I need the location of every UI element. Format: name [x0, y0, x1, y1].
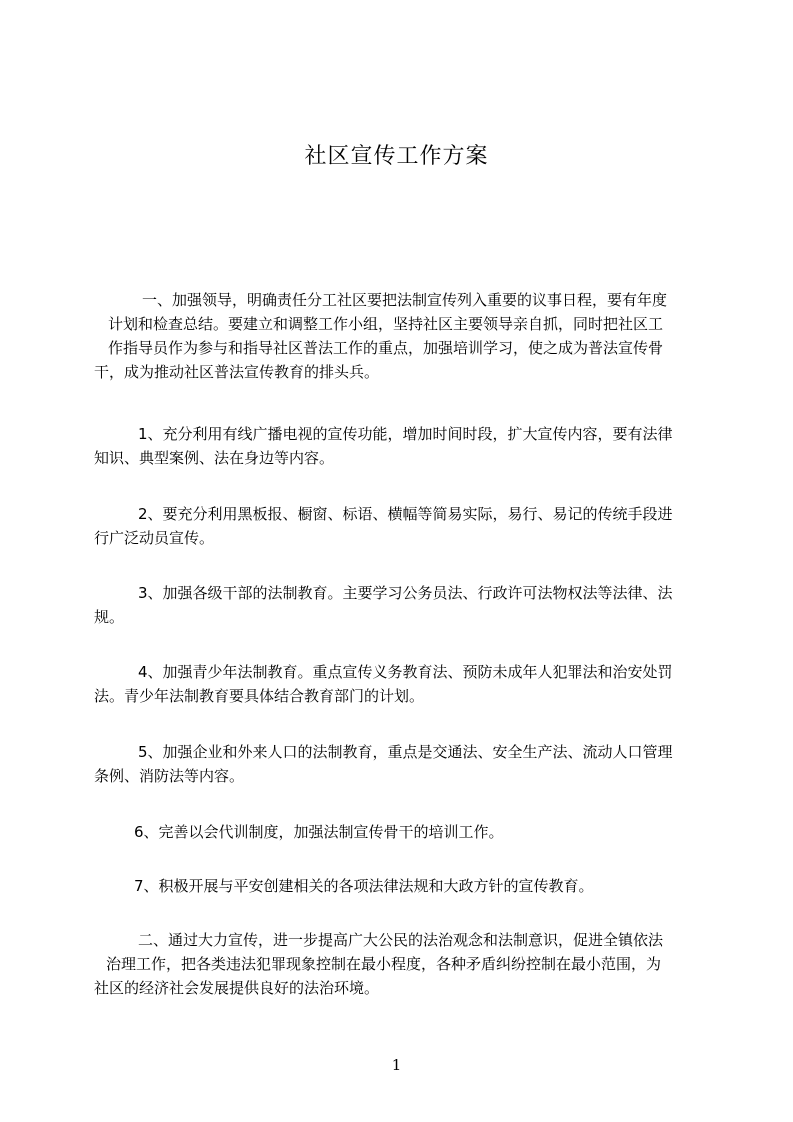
paragraph-line: 行广泛动员宣传。: [94, 529, 215, 547]
paragraph-item-1: [94, 422, 673, 470]
paragraph-line: 4、加强青少年法制教育。重点宣传义务教育法、预防未成年人犯罪法和治安处罚: [138, 663, 673, 681]
paragraph-line: 3、加强各级干部的法制教育。主要学习公务员法、行政许可法物权法等法律、法: [138, 584, 673, 602]
paragraph-line: 干，成为推动社区普法宣传教育的排头兵。: [94, 363, 380, 381]
paragraph-line: 7、积极开展与平安创建相关的各项法律法规和大政方针的宣传教育。: [134, 877, 594, 895]
document-title: 社区宣传工作方案: [304, 144, 489, 169]
paragraph-line: 治理工作，把各类违法犯罪现象控制在最小程度，各种矛盾纠纷控制在最小范围，为: [106, 955, 662, 973]
paragraph-line: 规。: [94, 608, 125, 626]
paragraph-line: 1、充分利用有线广播电视的宣传功能，增加时间时段，扩大宣传内容，要有法律: [138, 425, 673, 443]
paragraph-line: 一、加强领导，明确责任分工社区要把法制宣传列入重要的议事日程，要有年度: [142, 291, 668, 309]
paragraph-line: 6、完善以会代训制度，加强法制宣传骨干的培训工作。: [134, 823, 504, 841]
paragraph-line: 计划和检查总结。要建立和调整工作小组，坚持社区主要领导亲自抓，同时把社区工: [108, 315, 664, 333]
paragraph-item-6: [94, 820, 504, 844]
paragraph-line: 作指导员作为参与和指导社区普法工作的重点，加强培训学习，使之成为普法宣传骨: [108, 339, 664, 357]
paragraph-item-7: [94, 874, 594, 898]
paragraph-item-5: [94, 740, 673, 788]
paragraph-line: 社区的经济社会发展提供良好的法治环境。: [94, 979, 380, 997]
paragraph-line: 法。青少年法制教育要具体结合教育部门的计划。: [94, 687, 425, 705]
paragraph-item-3: [94, 581, 673, 629]
paragraph-line: 知识、典型案例、法在身边等内容。: [94, 449, 335, 467]
paragraph-line: 2、要充分利用黑板报、橱窗、标语、横幅等简易实际，易行、易记的传统手段进: [138, 505, 673, 523]
paragraph-line: 5、加强企业和外来人口的法制教育，重点是交通法、安全生产法、流动人口管理: [138, 743, 673, 761]
paragraph-line: 条例、消防法等内容。: [94, 767, 245, 785]
paragraph-leadership: [94, 288, 667, 384]
page-number: 1: [391, 1056, 402, 1074]
paragraph-goals: [94, 928, 663, 1000]
paragraph-line: 二、通过大力宣传，进一步提高广大公民的法治观念和法制意识，促进全镇依法: [138, 931, 664, 949]
paragraph-item-4: [94, 660, 673, 708]
paragraph-item-2: [94, 502, 673, 550]
